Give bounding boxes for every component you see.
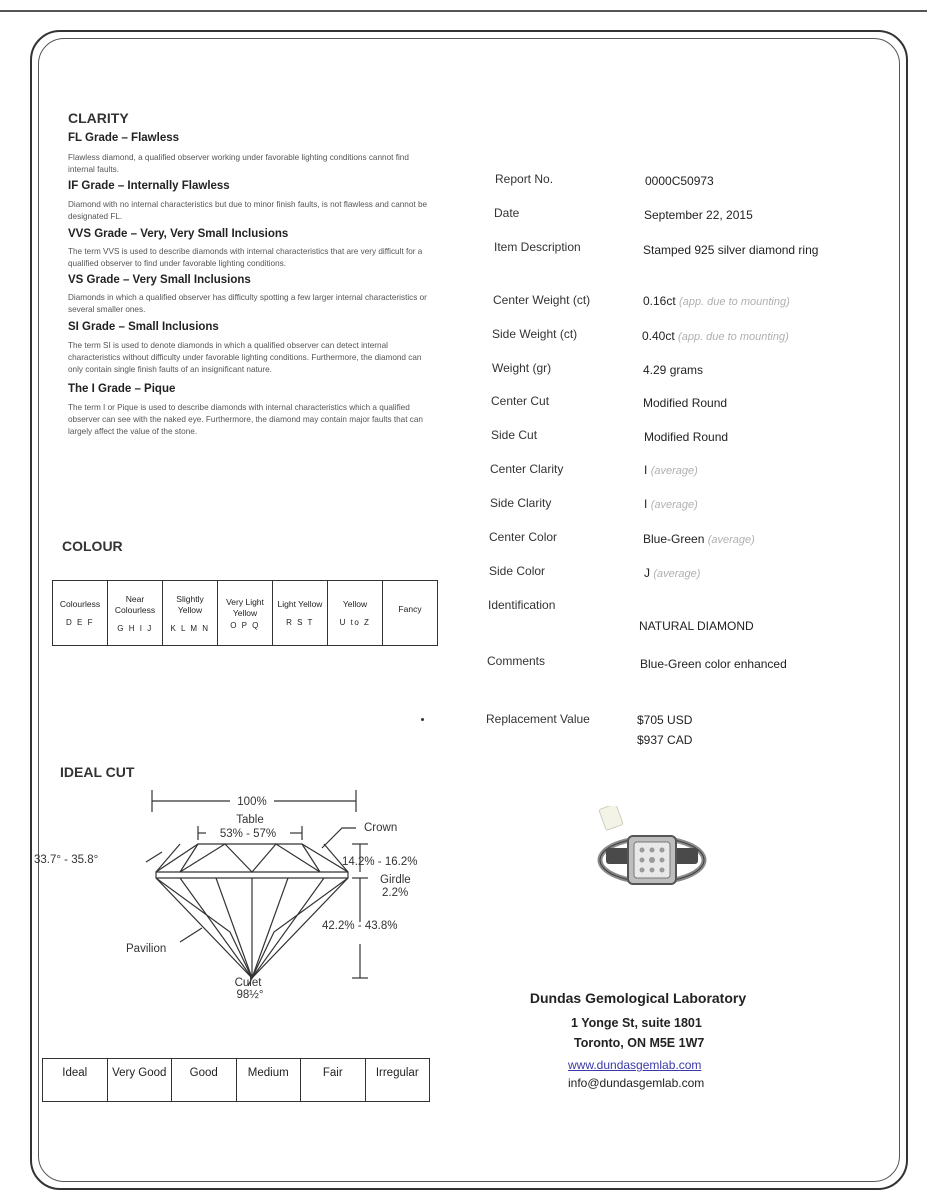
colour-cell: [218, 581, 273, 646]
cut-grade-table: [42, 1058, 430, 1102]
diagram-crown-angle: 33.7° - 35.8°: [34, 854, 99, 866]
diagram-table-range: 53% - 57%: [219, 828, 277, 840]
lab-website-link[interactable]: www.dundasgemlab.com: [568, 1058, 702, 1072]
colour-codes: K L M N: [170, 623, 210, 633]
lab-name: Dundas Gemological Laboratory: [529, 990, 747, 1006]
colour-cell: [273, 581, 328, 646]
lab-email[interactable]: info@dundasgemlab.com: [568, 1076, 705, 1090]
clarity-grade-text: The term SI is used to denote diamonds in which a qualified observer can detect internal characteristics without difficulty under favorable lighting conditions. Furthermore, the diamond can only contain single finish faults of an insignificant nature.: [68, 341, 422, 374]
side-color-text: J: [644, 566, 650, 580]
weight-label: Weight (gr): [492, 361, 552, 375]
colour-title: COLOUR: [62, 538, 123, 554]
cut-grade-cell: Ideal: [43, 1059, 108, 1102]
ideal-cut-title: IDEAL CUT: [60, 764, 135, 780]
comments-label: Comments: [487, 654, 546, 668]
clarity-grade-text: Flawless diamond, a qualified observer working under favorable lighting conditions cannot find internal faults.: [68, 153, 409, 174]
report-no-label: Report No.: [495, 172, 554, 186]
clarity-grade-heading: The I Grade – Pique: [68, 383, 176, 395]
center-cut-label: Center Cut: [491, 394, 550, 408]
cut-grade-cell: Irregular: [365, 1059, 430, 1102]
side-clarity-text: I: [644, 497, 648, 511]
lab-address-line2: Toronto, ON M5E 1W7: [574, 1036, 705, 1050]
colour-scale-table: [52, 580, 438, 646]
diagram-culet-value: 98½°: [236, 989, 264, 1001]
center-clarity-value: [644, 463, 904, 477]
date-value: September 22, 2015: [644, 208, 753, 222]
center-weight-value: [643, 294, 903, 308]
side-color-note: (average): [653, 568, 701, 580]
colour-name: Yellow: [342, 599, 368, 609]
diagram-crown-height: 14.2% - 16.2%: [342, 856, 418, 868]
colour-name: Slightly Yellow: [176, 593, 204, 615]
colour-codes: O P Q: [230, 620, 260, 630]
side-cut-value: Modified Round: [644, 430, 729, 444]
center-weight-label: Center Weight (ct): [493, 293, 591, 307]
side-weight-value: [642, 329, 902, 343]
side-weight-note: (app. due to mounting): [678, 331, 789, 343]
clarity-grade-heading: IF Grade – Internally Flawless: [68, 180, 230, 192]
diagram-pavilion-depth: 42.2% - 43.8%: [322, 920, 398, 932]
center-color-note: (average): [707, 534, 755, 546]
clarity-grade-text: Diamond with no internal characteristics but due to minor finish faults, is not flawless and cannot be designated FL.: [68, 200, 428, 221]
side-clarity-value: [644, 497, 904, 511]
clarity-grade-text: Diamonds in which a qualified observer has difficulty spotting a few larger internal characteristics or several smaller ones.: [68, 293, 427, 314]
date-label: Date: [494, 206, 520, 220]
center-clarity-label: Center Clarity: [490, 462, 564, 476]
colour-codes: G H I J: [117, 623, 153, 633]
center-clarity-text: I: [644, 463, 648, 477]
leader-line: [180, 928, 202, 942]
side-clarity-label: Side Clarity: [490, 496, 552, 510]
colour-name: Near Colourless: [114, 593, 156, 615]
diagram-pavilion-label: Pavilion: [126, 943, 167, 955]
diagram-crown-label: Crown: [364, 822, 398, 834]
clarity-grade-heading: FL Grade – Flawless: [68, 132, 180, 144]
diagram-girdle-value: 2.2%: [382, 887, 409, 899]
colour-cell: [328, 581, 383, 646]
side-cut-label: Side Cut: [491, 428, 538, 442]
stray-dot: [421, 718, 424, 721]
colour-name: Colourless: [59, 599, 101, 609]
diamond-cut-diagram: [30, 782, 450, 1012]
item-description-value: Stamped 925 silver diamond ring: [643, 243, 819, 257]
side-clarity-note: (average): [650, 499, 698, 511]
lab-address-line1: 1 Yonge St, suite 1801: [571, 1016, 702, 1030]
clarity-grade-text: The term I or Pique is used to describe diamonds with internal characteristics which a qualified observer can see with the naked eye. Furthermore, the diamond may contain major faults that can largely affect the value of the stone.: [68, 403, 423, 436]
diagram-culet-label: Culet: [234, 977, 262, 989]
weight-value: 4.29 grams: [643, 363, 704, 377]
clarity-grade-heading: VVS Grade – Very, Very Small Inclusions: [68, 228, 289, 240]
colour-name: Very Light Yellow: [226, 596, 264, 618]
replacement-value-label: Replacement Value: [486, 712, 590, 726]
center-cut-value: Modified Round: [643, 396, 728, 410]
diagram-table-label: Table: [236, 814, 264, 826]
center-weight-note: (app. due to mounting): [679, 296, 790, 308]
clarity-title: CLARITY: [68, 110, 129, 126]
cut-grade-cell: Medium: [236, 1059, 301, 1102]
colour-cell: [53, 581, 108, 646]
leader-line: [322, 828, 356, 848]
facet-line: [180, 844, 320, 872]
center-weight-text: 0.16ct: [643, 294, 676, 308]
center-color-text: Blue-Green: [643, 532, 705, 546]
clarity-grade-heading: VS Grade – Very Small Inclusions: [68, 274, 251, 286]
center-color-value: [643, 532, 903, 546]
colour-codes: U to Z: [339, 618, 371, 627]
colour-cell: [383, 581, 438, 646]
comments-value: Blue-Green color enhanced: [640, 657, 787, 671]
identification-label: Identification: [488, 598, 556, 612]
diagram-width-label: 100%: [237, 796, 267, 808]
diagram-girdle-label: Girdle: [380, 874, 411, 886]
cut-grade-cell: Good: [172, 1059, 237, 1102]
colour-codes: D E F: [66, 618, 94, 627]
clarity-grade-heading: SI Grade – Small Inclusions: [68, 321, 219, 333]
side-weight-text: 0.40ct: [642, 329, 675, 343]
replacement-value-cad: $937 CAD: [637, 733, 693, 747]
cut-grade-cell: Fair: [301, 1059, 366, 1102]
center-color-label: Center Color: [489, 530, 558, 544]
colour-codes: R S T: [286, 618, 314, 627]
replacement-value-usd: $705 USD: [637, 713, 693, 727]
side-color-value: [644, 566, 904, 580]
top-rule: [0, 10, 927, 12]
center-clarity-note: (average): [650, 465, 698, 477]
colour-cell: [108, 581, 163, 646]
ring-photo: [592, 806, 712, 896]
cut-grade-cell: Very Good: [107, 1059, 172, 1102]
colour-cell: [163, 581, 218, 646]
report-no-value: 0000C50973: [645, 174, 714, 188]
side-weight-label: Side Weight (ct): [492, 327, 578, 341]
identification-value: NATURAL DIAMOND: [639, 619, 754, 633]
clarity-grade-text: The term VVS is used to describe diamonds with internal characteristics that are very difficult for a qualified observer to find under favorable lighting conditions.: [68, 247, 423, 268]
item-description-label: Item Description: [494, 240, 581, 254]
colour-name: Light Yellow: [277, 599, 323, 609]
side-color-label: Side Color: [489, 564, 546, 578]
leader-line: [146, 852, 162, 862]
colour-name: Fancy: [398, 603, 422, 614]
